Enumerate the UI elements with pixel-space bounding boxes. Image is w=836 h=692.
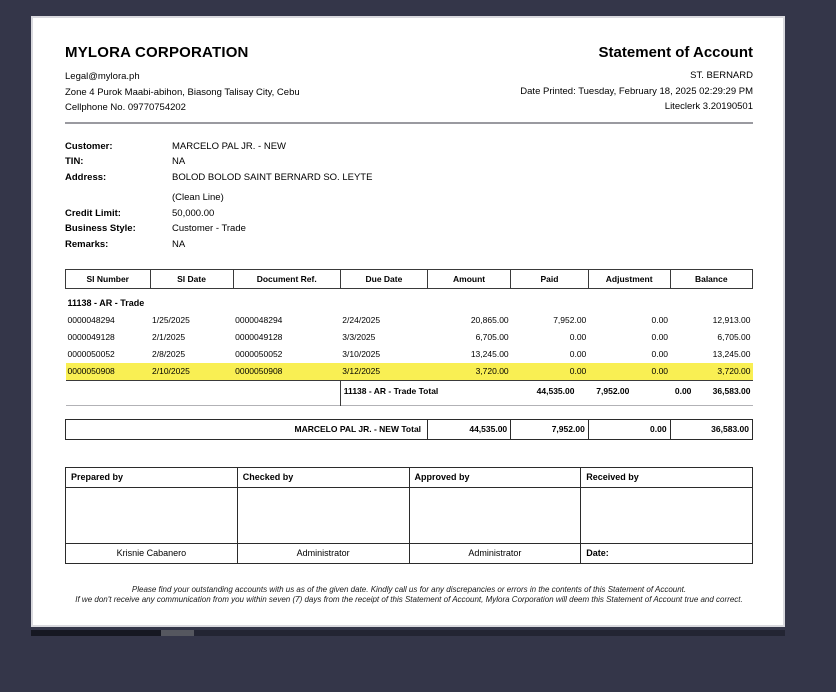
col-header-document-ref: Document Ref. (233, 270, 340, 289)
prepared-by-header: Prepared by (66, 467, 238, 487)
footer-note-line1: Please find your outstanding accounts with us as of the given date. Kindly call us for any discrepancies or errors in the contents of this Statement of Account. (131, 584, 687, 594)
tin-row (65, 154, 753, 170)
grand-total-balance: 36,583.00 (670, 419, 752, 439)
cell-si-number: 0000050052 (67, 349, 115, 359)
group-total-balance: 36,583.00 (712, 385, 751, 396)
clean-line-row (65, 190, 753, 206)
cell-si-number: 0000050908 (66, 363, 151, 381)
grand-total-row (66, 419, 753, 439)
company-name: MYLORA CORPORATION (65, 44, 249, 61)
checked-by-name: Administrator (237, 543, 409, 563)
col-header-adjustment: Adjustment (588, 270, 670, 289)
customer-value: MARCELO PAL JR. - NEW (172, 140, 287, 152)
col-header-balance: Balance (670, 270, 752, 289)
cell-document-ref: 0000048294 (235, 315, 283, 325)
cell-si-number: 0000048294 (67, 315, 115, 325)
signature-table (65, 467, 753, 564)
cell-si-date: 2/8/2025 (152, 349, 186, 359)
col-header-si-date: SI Date (150, 270, 233, 289)
cell-balance: 13,245.00 (712, 349, 751, 359)
group-total-row (66, 380, 753, 405)
branch-name: ST. BERNARD (690, 70, 753, 81)
document-title: Statement of Account (598, 44, 753, 61)
cell-adjustment: 0.00 (651, 349, 669, 359)
group-header-row (66, 289, 753, 312)
document-title-block (520, 44, 753, 115)
received-by-space (581, 487, 753, 543)
group-total-paid: 7,952.00 (588, 380, 670, 405)
tin-value: NA (172, 156, 186, 167)
grand-total-label: MARCELO PAL JR. - NEW Total (66, 419, 428, 439)
approved-by-header: Approved by (409, 467, 581, 487)
cell-adjustment: 0.00 (651, 332, 669, 342)
customer-row (65, 139, 753, 155)
tin-label: TIN: (65, 156, 84, 167)
header-divider (65, 122, 753, 124)
approved-by-name: Administrator (409, 543, 581, 563)
table-row (66, 346, 753, 363)
group-header-label: 11138 - AR - Trade (67, 298, 145, 308)
address-value: BOLOD BOLOD SAINT BERNARD SO. LEYTE (172, 171, 373, 183)
table-row (66, 312, 753, 329)
cell-balance: 3,720.00 (670, 363, 752, 381)
grand-total-adjustment: 0.00 (588, 419, 670, 439)
cell-amount: 3,720.00 (428, 363, 511, 381)
software-version: Liteclerk 3.20190501 (664, 101, 753, 112)
cell-si-date: 2/10/2025 (150, 363, 233, 381)
cell-adjustment: 0.00 (588, 363, 670, 381)
cell-adjustment: 0.00 (651, 315, 669, 325)
horizontal-scrollbar[interactable] (31, 630, 785, 636)
document-header (65, 44, 753, 116)
cell-amount: 6,705.00 (475, 332, 509, 342)
cell-balance: 6,705.00 (717, 332, 751, 342)
table-row (66, 329, 753, 346)
horizontal-scrollbar-track[interactable] (31, 630, 161, 636)
prepared-by-name: Krisnie Cabanero (66, 543, 238, 563)
business-style-label: Business Style: (65, 223, 136, 234)
cell-paid: 0.00 (569, 349, 587, 359)
clean-line-value: (Clean Line) (172, 192, 224, 203)
approved-by-space (409, 487, 581, 543)
signature-name-row (66, 543, 753, 563)
cell-paid: 7,952.00 (553, 315, 587, 325)
cell-amount: 20,865.00 (470, 315, 509, 325)
section-end-divider (66, 405, 753, 406)
grand-total-table (65, 419, 753, 440)
address-label: Address: (65, 171, 107, 183)
date-printed: Date Printed: Tuesday, February 18, 2025 02:29:29 PM (520, 85, 753, 97)
table-row-highlighted[interactable] (66, 363, 753, 381)
col-header-due-date: Due Date (340, 270, 427, 289)
remarks-row (65, 237, 753, 253)
col-header-si-number: SI Number (66, 270, 151, 289)
company-block (65, 44, 300, 116)
customer-label: Customer: (65, 140, 113, 152)
company-phone: Cellphone No. 09770754202 (65, 102, 186, 113)
business-style-row (65, 221, 753, 237)
checked-by-space (237, 487, 409, 543)
col-header-amount: Amount (428, 270, 511, 289)
credit-limit-row (65, 206, 753, 222)
cell-due-date: 3/3/2025 (342, 332, 376, 342)
group-total-balance-pair (670, 380, 752, 405)
business-style-value: Customer - Trade (172, 223, 246, 234)
signature-space-row (66, 487, 753, 543)
group-total-label: 11138 - AR - Trade Total (340, 380, 510, 405)
cell-amount: 13,245.00 (470, 349, 509, 359)
credit-limit-label: Credit Limit: (65, 207, 121, 219)
prepared-by-space (66, 487, 238, 543)
footer-note (65, 585, 753, 606)
clean-line-label (65, 190, 172, 206)
statement-table-header-row (66, 270, 753, 289)
company-email: Legal@mylora.ph (65, 71, 140, 82)
cell-si-date: 1/25/2025 (152, 315, 190, 325)
cell-si-number: 0000049128 (67, 332, 115, 342)
signature-header-row (66, 467, 753, 487)
group-total-amount: 44,535.00 (511, 380, 589, 405)
cell-paid: 0.00 (569, 332, 587, 342)
cell-due-date: 2/24/2025 (342, 315, 381, 325)
company-address: Zone 4 Purok Maabi-abihon, Biasong Talisay City, Cebu (65, 86, 300, 98)
cell-document-ref: 0000049128 (235, 332, 283, 342)
document-page (31, 16, 785, 627)
grand-total-paid: 7,952.00 (511, 419, 589, 439)
cell-balance: 12,913.00 (712, 315, 751, 325)
cell-paid: 0.00 (511, 363, 589, 381)
date-label: Date: (581, 543, 753, 563)
col-header-paid: Paid (511, 270, 589, 289)
checked-by-header: Checked by (237, 467, 409, 487)
grand-total-amount: 44,535.00 (428, 419, 511, 439)
received-by-header: Received by (581, 467, 753, 487)
remarks-label: Remarks: (65, 238, 109, 250)
cell-due-date: 3/10/2025 (342, 349, 381, 359)
cell-si-date: 2/1/2025 (152, 332, 186, 342)
cell-document-ref: 0000050908 (233, 363, 340, 381)
address-row (65, 170, 753, 186)
statement-table (65, 269, 753, 406)
remarks-value: NA (172, 238, 186, 250)
credit-limit-value: 50,000.00 (172, 207, 215, 219)
footer-note-line2: If we don't receive any communication from you within seven (7) days from the receipt of this Statement of Account, Mylora Corporation will deem this Statement of Account true and correct. (75, 595, 743, 604)
horizontal-scrollbar-thumb[interactable] (161, 630, 194, 636)
customer-info-block (65, 139, 753, 253)
group-total-adjustment: 0.00 (674, 385, 692, 396)
cell-document-ref: 0000050052 (235, 349, 283, 359)
cell-due-date: 3/12/2025 (340, 363, 427, 381)
